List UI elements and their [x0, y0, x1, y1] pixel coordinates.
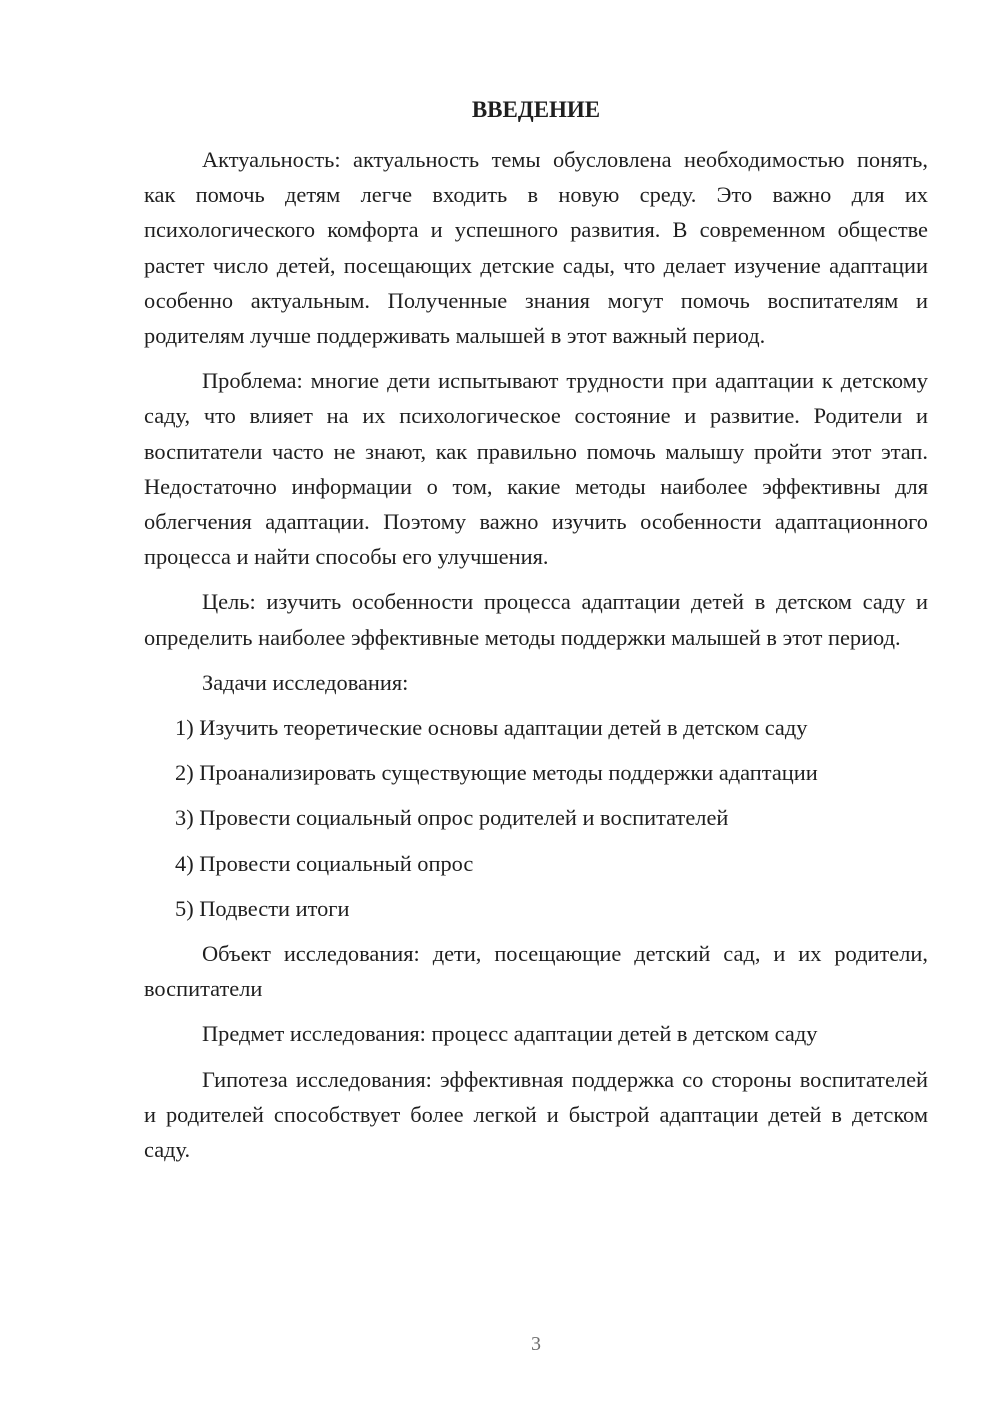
page-title: ВВЕДЕНИЕ	[471, 97, 601, 122]
document-body	[144, 142, 928, 1177]
paragraph-problem: Проблема: многие дети испытывают трудности при адаптации к детскому саду, что влияет на их психологическое состояние и развитие. Родители и воспитатели часто не знают, как правильно помочь малышу пройти этот этап. Недостаточно информации о том, какие методы наиболее эффективны для облегчения адаптации. Поэтому важно изучить особенности адаптационного процесса и найти способы его улучшения.	[144, 368, 928, 570]
task-list	[144, 710, 928, 926]
paragraph-relevance: Актуальность: актуальность темы обусловлена необходимостью понять, как помочь детям легче входить в новую среду. Это важно для их психологического комфорта и успешного развития. В современном обществе растет число детей, посещающих детские сады, что делает изучение адаптации особенно актуальным. Полученные знания могут помочь воспитателям и родителям лучше поддерживать малышей в этот важный период.	[144, 147, 928, 349]
task-item: 2) Проанализировать существующие методы поддержки адаптации	[175, 760, 818, 786]
task-item: 3) Провести социальный опрос родителей и воспитателей	[175, 805, 729, 831]
page-number: 3	[531, 1333, 541, 1355]
paragraph-hypothesis: Гипотеза исследования: эффективная поддержка со стороны воспитателей и родителей способствует более легкой и быстрой адаптации детей в детском саду.	[144, 1066, 928, 1163]
paragraph-subject: Предмет исследования: процесс адаптации детей в детском саду	[202, 1021, 818, 1047]
task-item: 4) Провести социальный опрос	[175, 850, 474, 876]
paragraph-tasks-heading: Задачи исследования:	[202, 669, 409, 695]
paragraph-object: Объект исследования: дети, посещающие детский сад, и их родители, воспитатели	[144, 941, 928, 1002]
task-item: 1) Изучить теоретические основы адаптации детей в детском саду	[175, 715, 808, 741]
paragraph-goal: Цель: изучить особенности процесса адаптации детей в детском саду и определить наиболее эффективные методы поддержки малышей в этот период.	[144, 589, 928, 650]
task-item: 5) Подвести итоги	[175, 895, 350, 921]
